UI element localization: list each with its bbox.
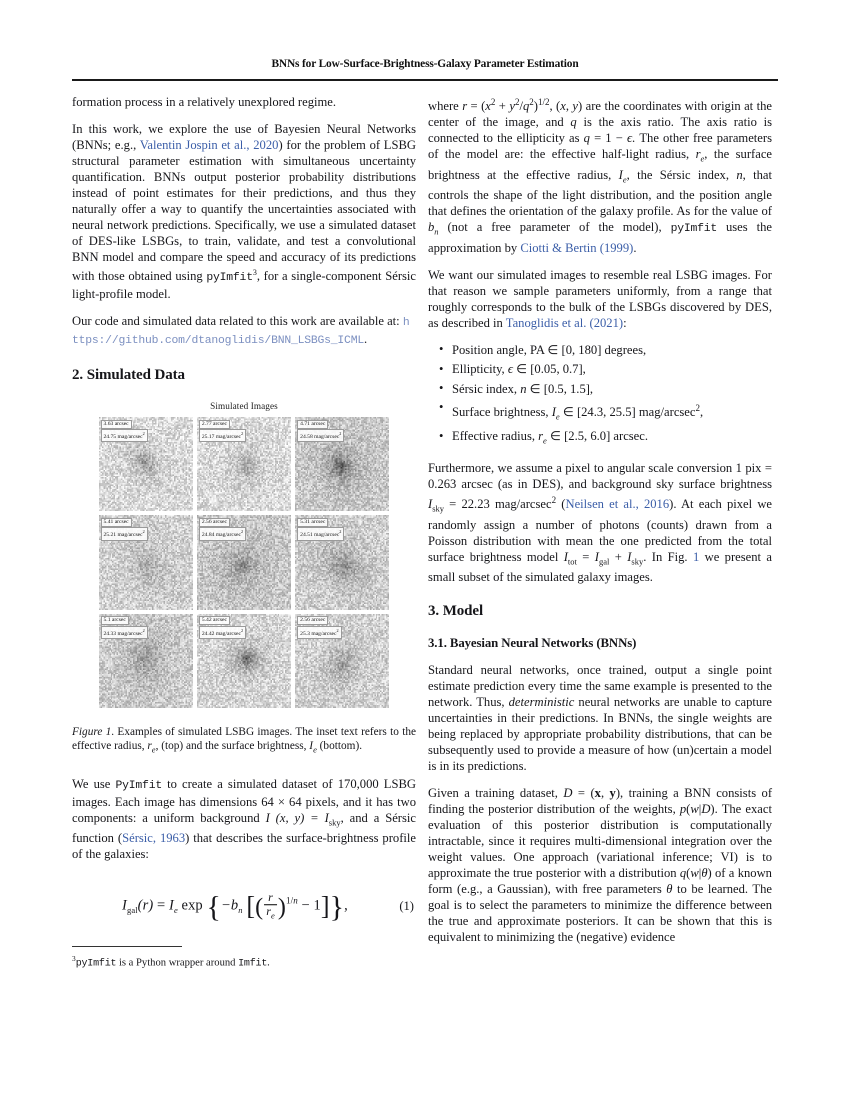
panel-radius-label: 4.71 arcsec bbox=[297, 420, 328, 429]
galaxy-image-panel bbox=[295, 515, 389, 609]
panel-brightness-label: 24.33 mag/arcsec$^2$ bbox=[101, 626, 148, 639]
left-column bbox=[72, 94, 416, 971]
paragraph-in-this-work bbox=[72, 121, 416, 302]
math-isky-sub: sky bbox=[328, 817, 341, 828]
code-pyimfit-2: PyImfit bbox=[115, 779, 162, 792]
list-item: • Effective radius, $r_e$ ∈ [2.5, 6.0] arcsec. bbox=[452, 428, 772, 449]
galaxy-image-panel bbox=[99, 515, 193, 609]
text-run: ) for the problem of LSBG structural parameter estimation with simultaneous uncertainty quantification. BNNs output posterior probability distributions instead of point estimates for their predictions, and thus they naturally offer a way to quantify the uncertainties associated with neural network predictions. Specifically, we use a simulated dataset of DES-like LSBGs, to train, validate, and test a convolutional BNN model and compare the speed and accuracy of its predictions with those obtained using bbox=[72, 138, 416, 284]
text-run: neural networks are unable to capture uncertainties in their predictions. In BNNs, the single weights are being replaced by appropriate probability distributions, that can be subsequently used to provide a measure of how (un)certain a model is in its predictions. bbox=[428, 695, 772, 774]
paragraph-standard-neural-networks bbox=[428, 662, 772, 774]
math-i: I bbox=[309, 740, 314, 753]
text-run: We want our simulated images to resemble real LSBG images. For that reason we sample parameters uniformly, from a range that roughly corresponds to the bulk of the LSBGs discovered by DES, as described in bbox=[428, 267, 772, 330]
panel-brightness-label: 25.3 mag/arcsec$^2$ bbox=[297, 626, 341, 639]
panel-brightness-label: 25.21 mag/arcsec$^2$ bbox=[101, 527, 148, 540]
text-run: to create a simulated dataset of 170,000 LSBG images. Each image has dimensions 64 × 64 pixels, and it has two components: a uniform background bbox=[72, 776, 416, 825]
figure-reference-link[interactable]: 1 bbox=[692, 549, 700, 564]
text-run: . Examples of simulated LSBG images. The inset text refers to the effective radius, bbox=[72, 726, 417, 753]
equation-1-number: (1) bbox=[399, 899, 414, 914]
emphasis-deterministic: deterministic bbox=[508, 695, 575, 710]
text-run: In this work, we explore the use of Bayesien Neural Networks (BNNs; e.g., bbox=[72, 122, 416, 152]
list-item: • Ellipticity, ϵ ∈ [0.05, 0.7], bbox=[452, 361, 772, 377]
galaxy-image-panel bbox=[99, 614, 193, 708]
panel-radius-label: 2.77 arcsec bbox=[199, 420, 230, 429]
right-column bbox=[428, 94, 772, 956]
equation-1 bbox=[72, 880, 416, 932]
galaxy-image-panel bbox=[197, 515, 291, 609]
paragraph-we-want-simulated bbox=[428, 267, 772, 331]
text-run: ) that describes the surface-brightness profile of the galaxies: bbox=[72, 831, 416, 862]
panel-brightness-label: 24.42 mag/arcsec$^2$ bbox=[199, 626, 246, 639]
panel-radius-label: 3.63 arcsec bbox=[101, 420, 132, 429]
panel-radius-label: 5.42 arcsec bbox=[199, 616, 230, 625]
list-item: • Sérsic index, n ∈ [0.5, 1.5], bbox=[452, 381, 772, 397]
text-run: . bbox=[363, 332, 368, 347]
footnote-3 bbox=[72, 952, 416, 971]
galaxy-image-panel bbox=[295, 417, 389, 511]
panel-radius-label: 5.31 arcsec bbox=[297, 518, 328, 527]
text-run: (bottom). bbox=[316, 740, 363, 753]
text-run: , (top) and the surface brightness, bbox=[155, 740, 310, 753]
citation-valentin-jospin[interactable]: Valentin Jospin et al., 2020 bbox=[139, 138, 279, 152]
panel-radius-label: 2.56 arcsec bbox=[297, 616, 328, 625]
subsection-heading-bnns: 3.1. Bayesian Neural Networks (BNNs) bbox=[428, 636, 637, 651]
list-item: • Position angle, PA ∈ [0, 180] degrees, bbox=[452, 342, 772, 358]
running-head: BNNs for Low-Surface-Brightness-Galaxy Parameter Estimation bbox=[271, 58, 579, 70]
citation-ciotti-bertin-year[interactable]: (1999) bbox=[599, 240, 634, 255]
citation-ciotti-bertin[interactable]: Ciotti & Bertin bbox=[520, 240, 597, 255]
list-item: • Surface brightness, $I_e$ ∈ [24.3, 25.5] mag/arcsec$^2$, bbox=[452, 400, 772, 425]
text-run: : bbox=[623, 315, 627, 330]
paragraph-where-r: where $r = (x^2 + y^2/q^2)^{1/2}$, (x, y) are the coordinates with origin at the center of the image, and q is the axis ratio. The axis ratio is connected to the ellipticity as q = 1 − ϵ. The other free parameters of the model are: the effective half-light radius, $r_e$, the surface brightness at the effective radius, $I_e$, the Sérsic index, n, that controls the shape of the light distribution, and the position angle that defines the orientation of the galaxy profile. As for the value of $b_n$ (not a free parameter of the model), pyImfit uses the approximation by Ciotti & Bertin (1999). bbox=[428, 97, 773, 255]
text-run: . bbox=[267, 957, 270, 969]
repository-url-link[interactable]: https://github.com/dtanoglidis/BNN_LSBGs_ICML bbox=[72, 317, 410, 348]
simulated-images-grid bbox=[99, 417, 390, 708]
panel-brightness-label: 25.17 mag/arcsec$^2$ bbox=[199, 429, 246, 442]
figure-caption-label: Figure 1 bbox=[72, 726, 112, 739]
section-heading-simulated-data: 2. Simulated Data bbox=[72, 367, 185, 384]
text-run: is a Python wrapper around bbox=[116, 957, 239, 969]
math-r: r bbox=[147, 740, 152, 753]
galaxy-image-panel bbox=[197, 614, 291, 708]
panel-brightness-label: 24.84 mag/arcsec$^2$ bbox=[199, 527, 246, 540]
galaxy-image-panel bbox=[197, 417, 291, 511]
paragraph-formation-process: formation process in a relatively unexplored regime. bbox=[72, 95, 337, 109]
figure-caption bbox=[72, 725, 416, 757]
math-r-sub: e bbox=[151, 744, 156, 755]
text-run: Our code and simulated data related to this work are available at: bbox=[72, 314, 403, 329]
figure-1 bbox=[72, 398, 416, 757]
footnote-number: 3 bbox=[72, 954, 76, 964]
code-pyimfit: pyImfit bbox=[206, 272, 253, 285]
text-run: , and a Sérsic function ( bbox=[72, 810, 416, 846]
code-pyimfit-footnote: pyImfit bbox=[75, 958, 117, 970]
galaxy-image-panel bbox=[99, 417, 193, 511]
paragraph-furthermore-pixel-scale: Furthermore, we assume a pixel to angular scale conversion 1 pix = 0.263 arcsec (as in DES), and background sky surface brightness $I_{sky} = 22.23$ mag/arcsec$^2$ (Neilsen et al., 2016). At each pixel we randomly assign a number of photons (counts) drawn from a Poisson distribution with mean the one predicted from the total surface brightness model $I_{tot} = I_{gal} + I_{sky}$. In Fig. 1 we present a small subset of the simulated galaxy images. bbox=[428, 460, 772, 585]
code-imfit: Imfit bbox=[238, 958, 268, 970]
citation-neilsen-2016[interactable]: Neilsen et al., 2016 bbox=[565, 497, 670, 512]
text-run: Standard neural networks, once trained, output a single point estimate prediction every time the same example is presented to the network. Thus, bbox=[428, 663, 772, 710]
math-i-sub: e bbox=[313, 744, 317, 755]
panel-brightness-label: 24.75 mag/arcsec$^2$ bbox=[101, 429, 148, 442]
panel-radius-label: 5.1 arcsec bbox=[101, 616, 129, 625]
parameter-ranges-list bbox=[428, 342, 772, 449]
panel-brightness-label: 24.58 mag/arcsec$^2$ bbox=[297, 429, 344, 442]
paragraph-given-training-dataset: Given a training dataset, D = (x, y), training a BNN consists of finding the posterior distribution of the weights, p(w|D). The exact evaluation of this posterior distribution is computationally intractable, since it requires multi-dimensional integration over the weight values. One approach (variational inference; VI) is to approximate the true posterior with a distribution q(w|θ) of a known form (e.g., a Gaussian), with free parameters θ to be learned. The goal is to select the parameters to minimize the difference between the true and approximate posteriors. It can be shown that this is equivalent to minimizing the (negative) evidence bbox=[428, 786, 773, 945]
figure-title: Simulated Images bbox=[210, 401, 278, 412]
footnote-rule bbox=[72, 946, 182, 947]
paragraph-our-code bbox=[72, 313, 416, 349]
math-isky: I (x, y) = I bbox=[265, 810, 329, 825]
section-heading-model: 3. Model bbox=[428, 603, 484, 620]
citation-sersic-1963[interactable]: Sérsic, 1963 bbox=[122, 831, 186, 846]
footnote-marker: 3 bbox=[252, 268, 257, 277]
equation-1-body: $I_{gal}(r) = I_e$ $\exp \{-b_n$ [( $\frac{r}{r_e}$ )$^{1/n}$ − 1]}, bbox=[122, 890, 348, 924]
paragraph-we-use-pyimfit bbox=[72, 776, 416, 863]
panel-radius-label: 5.41 arcsec bbox=[101, 518, 132, 527]
text-run: We use bbox=[72, 776, 116, 791]
citation-tanoglidis-2021[interactable]: Tanoglidis et al. (2021) bbox=[505, 315, 624, 330]
panel-brightness-label: 24.51 mag/arcsec$^2$ bbox=[297, 527, 344, 540]
text-run: , for a single-component Sérsic light-profile model. bbox=[72, 269, 416, 302]
running-head-rule bbox=[72, 79, 778, 81]
galaxy-image-panel bbox=[295, 614, 389, 708]
code-pyimfit-right: pyImfit bbox=[670, 223, 718, 236]
panel-radius-label: 2.56 arcsec bbox=[199, 518, 230, 527]
